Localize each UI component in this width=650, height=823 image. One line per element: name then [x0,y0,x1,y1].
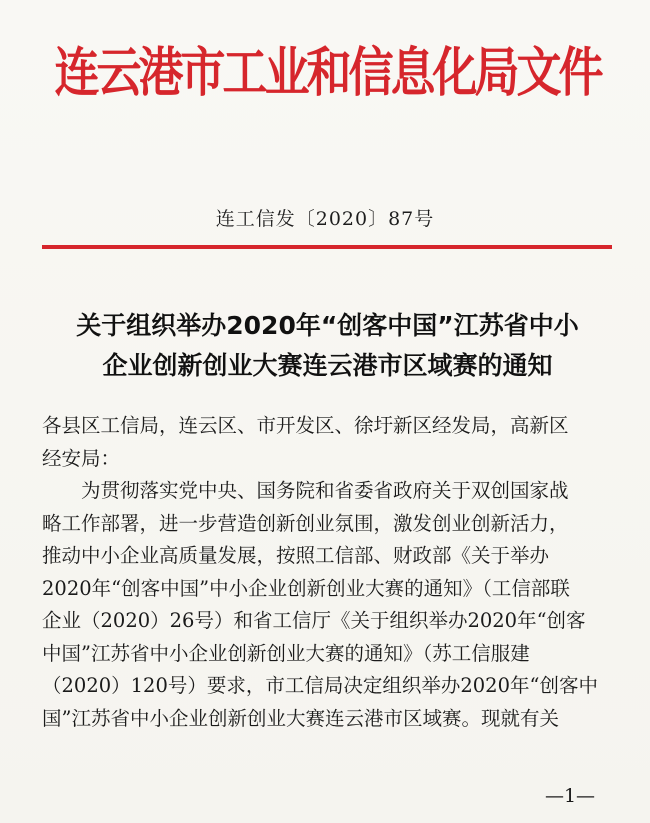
issuing-authority-header: 连云港市工业和信息化局文件 [54,40,601,104]
page-number: —1— [544,785,596,807]
body-line: 推动中小企业高质量发展，按照工信部、财政部《关于举办 [42,544,550,567]
body-line: 中国”江苏省中小企业创新创业大赛的通知》（苏工信服建 [42,641,530,665]
body-line: 国”江苏省中小企业创新创业大赛连云港市区域赛。现就有关 [42,706,559,730]
body-line: 企业（2020）26号）和省工信厅《关于组织举办2020年“创客 [42,609,586,632]
red-divider-line [42,245,612,249]
addressee-line: 经安局： [42,446,121,470]
body-line: （2020）120号）要求，市工信局决定组织举办2020年“创客中 [42,674,598,697]
body-line: 略工作部署，进一步营造创新创业氛围，激发创业创新活力， [42,511,569,535]
notice-title [40,306,615,386]
body-line: 为贯彻落实党中央、国务院和省委省政府关于双创国家战 [81,479,569,502]
document-number: 连工信发〔2020〕87号 [215,208,435,230]
notice-title-line: 关于组织举办2020年“创客中国”江苏省中小 [76,311,579,340]
notice-title-line: 企业创新创业大赛连云港市区域赛的通知 [102,351,553,380]
body-line: 2020年“创客中国”中小企业创新创业大赛的通知》（工信部联 [42,576,570,600]
addressee-line: 各县区工信局，连云区、市开发区、徐圩新区经发局，高新区 [42,414,569,437]
document-body [42,410,617,735]
